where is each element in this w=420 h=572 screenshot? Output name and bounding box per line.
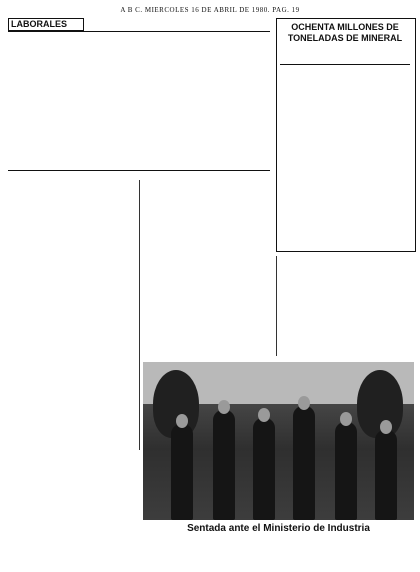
column-rule	[139, 180, 140, 450]
photo-head	[176, 414, 188, 428]
sidebar-title: OCHENTA MILLONES DE TONELADAS DE MINERAL	[287, 22, 403, 43]
photo-person	[213, 410, 235, 520]
photo-head	[298, 396, 310, 410]
masthead: A B C. MIERCOLES 16 DE ABRIL DE 1980. PAG. 19	[120, 6, 300, 14]
photo-head	[340, 412, 352, 426]
photo-head	[258, 408, 270, 422]
header-rule	[8, 31, 270, 32]
photo-head	[218, 400, 230, 414]
photo-person	[171, 424, 193, 520]
photo-person	[293, 406, 315, 520]
lede-frame	[8, 170, 270, 179]
photo-head	[380, 420, 392, 434]
section-label: LABORALES	[8, 18, 84, 31]
photo-person	[335, 422, 357, 520]
caption-text-frame	[143, 536, 414, 566]
sidebar-frame	[276, 18, 416, 252]
photo-caption: Sentada ante el Ministerio de Industria	[187, 523, 370, 534]
column-rule-right	[276, 256, 277, 356]
sidebar-rule	[280, 64, 410, 65]
news-photo	[143, 362, 414, 520]
photo-person	[253, 418, 275, 520]
photo-person	[375, 430, 397, 520]
bottom-column-frame	[8, 452, 136, 566]
right-article-frame	[282, 256, 414, 356]
